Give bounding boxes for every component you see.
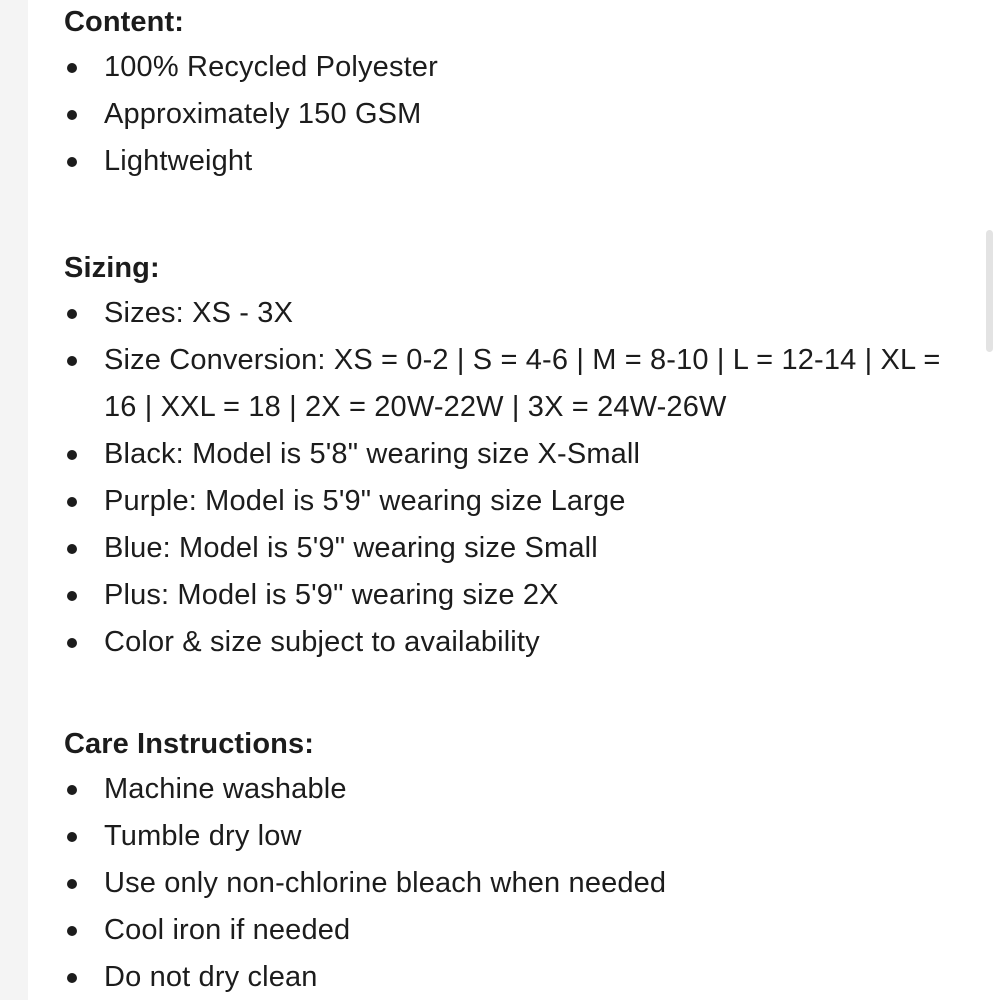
content-section: [64, 6, 964, 185]
sizing-section: [64, 252, 964, 666]
content-heading: Content:: [64, 6, 184, 38]
list-item: [64, 91, 964, 138]
care-section: [64, 728, 964, 1000]
list-item-text: Black: Model is 5'8" wearing size X-Small: [104, 438, 641, 470]
list-item-text: Approximately 150 GSM: [104, 98, 422, 130]
bullet-icon: [67, 879, 77, 889]
bullet-icon: [67, 110, 77, 120]
list-item: [64, 138, 964, 185]
list-item-text: Color & size subject to availability: [104, 626, 540, 658]
list-item-text: Sizes: XS - 3X: [104, 297, 294, 329]
list-item: [64, 290, 964, 337]
list-item-text: Lightweight: [104, 145, 253, 177]
bullet-icon: [67, 157, 77, 167]
list-item: [64, 860, 964, 907]
care-list: [64, 766, 964, 1000]
list-item: [64, 478, 964, 525]
bullet-icon: [67, 638, 77, 648]
list-item: [64, 619, 964, 666]
bullet-icon: [67, 926, 77, 936]
list-item-text: Blue: Model is 5'9" wearing size Small: [104, 532, 598, 564]
product-description-page: [28, 0, 1000, 1000]
care-heading: Care Instructions:: [64, 728, 314, 760]
list-item: [64, 431, 964, 478]
bullet-icon: [67, 591, 77, 601]
list-item-text: Use only non-chlorine bleach when needed: [104, 867, 667, 899]
scrollbar-thumb[interactable]: [986, 230, 993, 352]
list-item: [64, 907, 964, 954]
sizing-list: [64, 290, 964, 666]
bullet-icon: [67, 832, 77, 842]
bullet-icon: [67, 497, 77, 507]
list-item: [64, 766, 964, 813]
content-list: [64, 44, 964, 185]
list-item: [64, 572, 964, 619]
list-item: [64, 954, 964, 1000]
list-item-text: Do not dry clean: [104, 961, 318, 993]
bullet-icon: [67, 309, 77, 319]
bullet-icon: [67, 63, 77, 73]
bullet-icon: [67, 450, 77, 460]
list-item-text: 100% Recycled Polyester: [104, 51, 438, 83]
bullet-icon: [67, 785, 77, 795]
bullet-icon: [67, 973, 77, 983]
list-item-text: Tumble dry low: [104, 820, 302, 852]
list-item-text: Purple: Model is 5'9" wearing size Large: [104, 485, 626, 517]
list-item-text: Machine washable: [104, 773, 347, 805]
list-item: [64, 337, 964, 431]
bullet-icon: [67, 356, 77, 366]
list-item-text: Plus: Model is 5'9" wearing size 2X: [104, 579, 559, 611]
sizing-heading: Sizing:: [64, 252, 160, 284]
list-item: [64, 44, 964, 91]
list-item: [64, 813, 964, 860]
list-item-text: Size Conversion: XS = 0-2 | S = 4-6 | M = 8-10 | L = 12-14 | XL = 16 | XXL = 18 | 2X = 20W-22W | 3X = 24W-26W: [104, 344, 941, 423]
list-item: [64, 525, 964, 572]
bullet-icon: [67, 544, 77, 554]
list-item-text: Cool iron if needed: [104, 914, 351, 946]
